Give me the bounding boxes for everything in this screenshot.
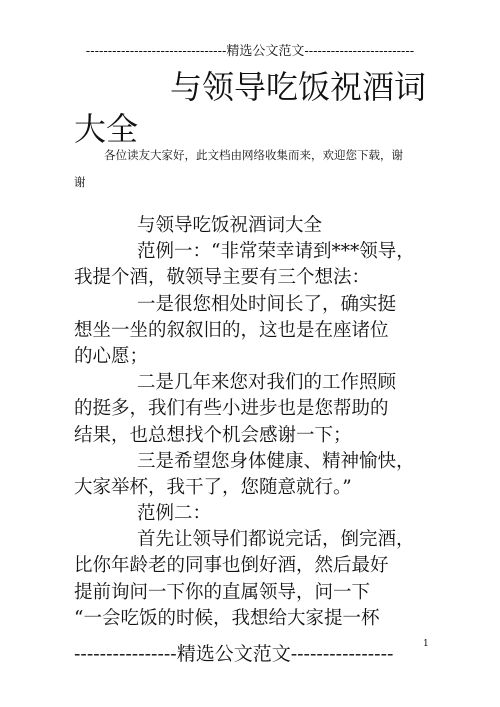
body-line: 一是很您相处时间长了，确实挺: [137, 293, 397, 315]
body-line: 范例一：“非常荣幸请到***领导，: [137, 241, 415, 263]
body-line: “一会吃饭的时候，我想给大家提一杯: [74, 607, 380, 629]
download-note-line-2: 谢: [74, 175, 86, 189]
body-line: 我提个酒，敬领导主要有三个想法：: [74, 267, 371, 289]
body-line: 与领导吃饭祝酒词大全: [137, 215, 323, 236]
body-line: 提前询问一下你的直属领导，问一下: [74, 581, 371, 603]
document-title-line-1: 与领导吃饭祝酒词: [170, 68, 427, 106]
body-line: 结果，也总想找个机会感谢一下；: [74, 424, 352, 446]
document-title-line-2: 大全: [74, 110, 139, 148]
download-note-line-1: 各位读友大家好，此文档由网络收集而来，欢迎您下载，谢: [104, 148, 403, 162]
body-line: 范例二：: [137, 503, 212, 525]
document-body: [74, 213, 444, 632]
page-number: 1: [423, 639, 429, 649]
body-line: 的心愿；: [74, 345, 149, 367]
body-line: 首先让领导们都说完话，倒完酒，: [137, 529, 415, 551]
body-line: 的挺多，我们有些小进步也是您帮助的: [74, 398, 389, 420]
body-line: 想坐一坐的叙叙旧的，这也是在座诸位: [74, 319, 389, 341]
body-line: 三是希望您身体健康、精神愉快，: [137, 450, 415, 472]
body-line: 大家举杯，我干了，您随意就行。”: [74, 476, 352, 498]
body-line: 二是几年来您对我们的工作照顾: [137, 372, 397, 394]
body-line: 比你年龄老的同事也倒好酒，然后最好: [74, 555, 389, 577]
page-footer: ----------------精选公文范文----------------: [74, 643, 394, 665]
page-header: --------------------------------精选公文范文-------------------------: [85, 44, 415, 59]
